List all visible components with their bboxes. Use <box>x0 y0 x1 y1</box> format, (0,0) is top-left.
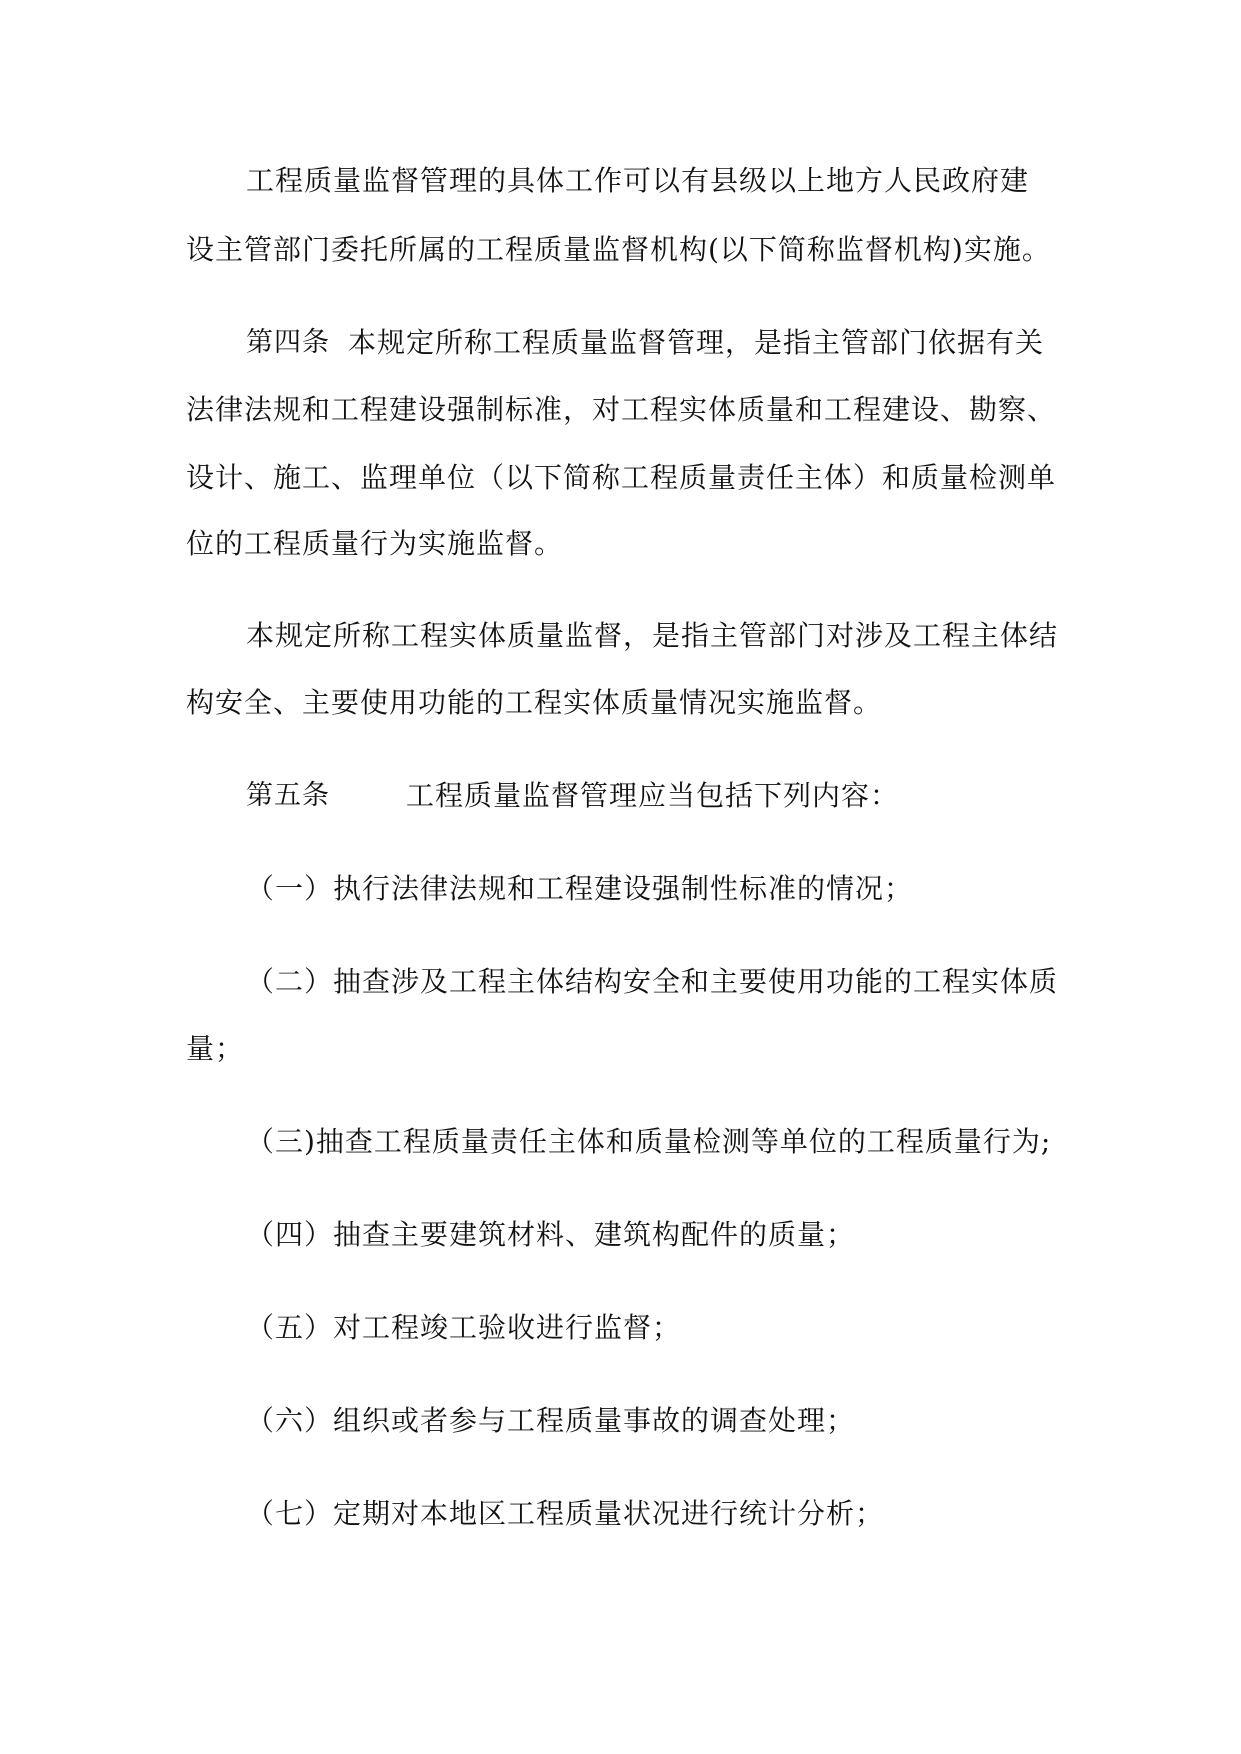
paragraph-line: 设主管部门委托所属的工程质量监督机构(以下简称监督机构)实施。 <box>186 233 1051 266</box>
paragraph-line: 设计、施工、监理单位（以下简称工程质量责任主体）和质量检测单 <box>186 461 1057 494</box>
list-item-continuation: 量； <box>186 1032 245 1065</box>
list-item: （六）组织或者参与工程质量事故的调查处理； <box>246 1404 856 1437</box>
paragraph-line: 本规定所称工程实体质量监督，是指主管部门对涉及工程主体结 <box>246 619 1059 652</box>
paragraph-line: 工程质量监督管理应当包括下列内容： <box>406 779 900 812</box>
article-number: 第四条 <box>246 327 330 358</box>
paragraph-line: 工程质量监督管理的具体工作可以有县级以上地方人民政府建 <box>246 164 1030 197</box>
list-item: （二）抽查涉及工程主体结构安全和主要使用功能的工程实体质 <box>246 965 1059 998</box>
list-item: （四）抽查主要建筑材料、建筑构配件的质量； <box>246 1218 856 1251</box>
article-number: 第五条 <box>246 780 330 811</box>
paragraph-line: 法律法规和工程建设强制标准，对工程实体质量和工程建设、勘察、 <box>186 393 1057 426</box>
list-item: （三)抽查工程质量责任主体和质量检测等单位的工程质量行为; <box>246 1125 1052 1158</box>
list-item: （七）定期对本地区工程质量状况进行统计分析； <box>246 1497 885 1530</box>
paragraph-line: 位的工程质量行为实施监督。 <box>186 527 564 560</box>
list-item: （五）对工程竣工验收进行监督； <box>246 1311 682 1344</box>
paragraph-line: 构安全、主要使用功能的工程实体质量情况实施监督。 <box>186 686 883 719</box>
paragraph-line: 本规定所称工程质量监督管理，是指主管部门依据有关 <box>348 326 1045 359</box>
list-item: （一）执行法律法规和工程建设强制性标准的情况； <box>246 872 914 905</box>
